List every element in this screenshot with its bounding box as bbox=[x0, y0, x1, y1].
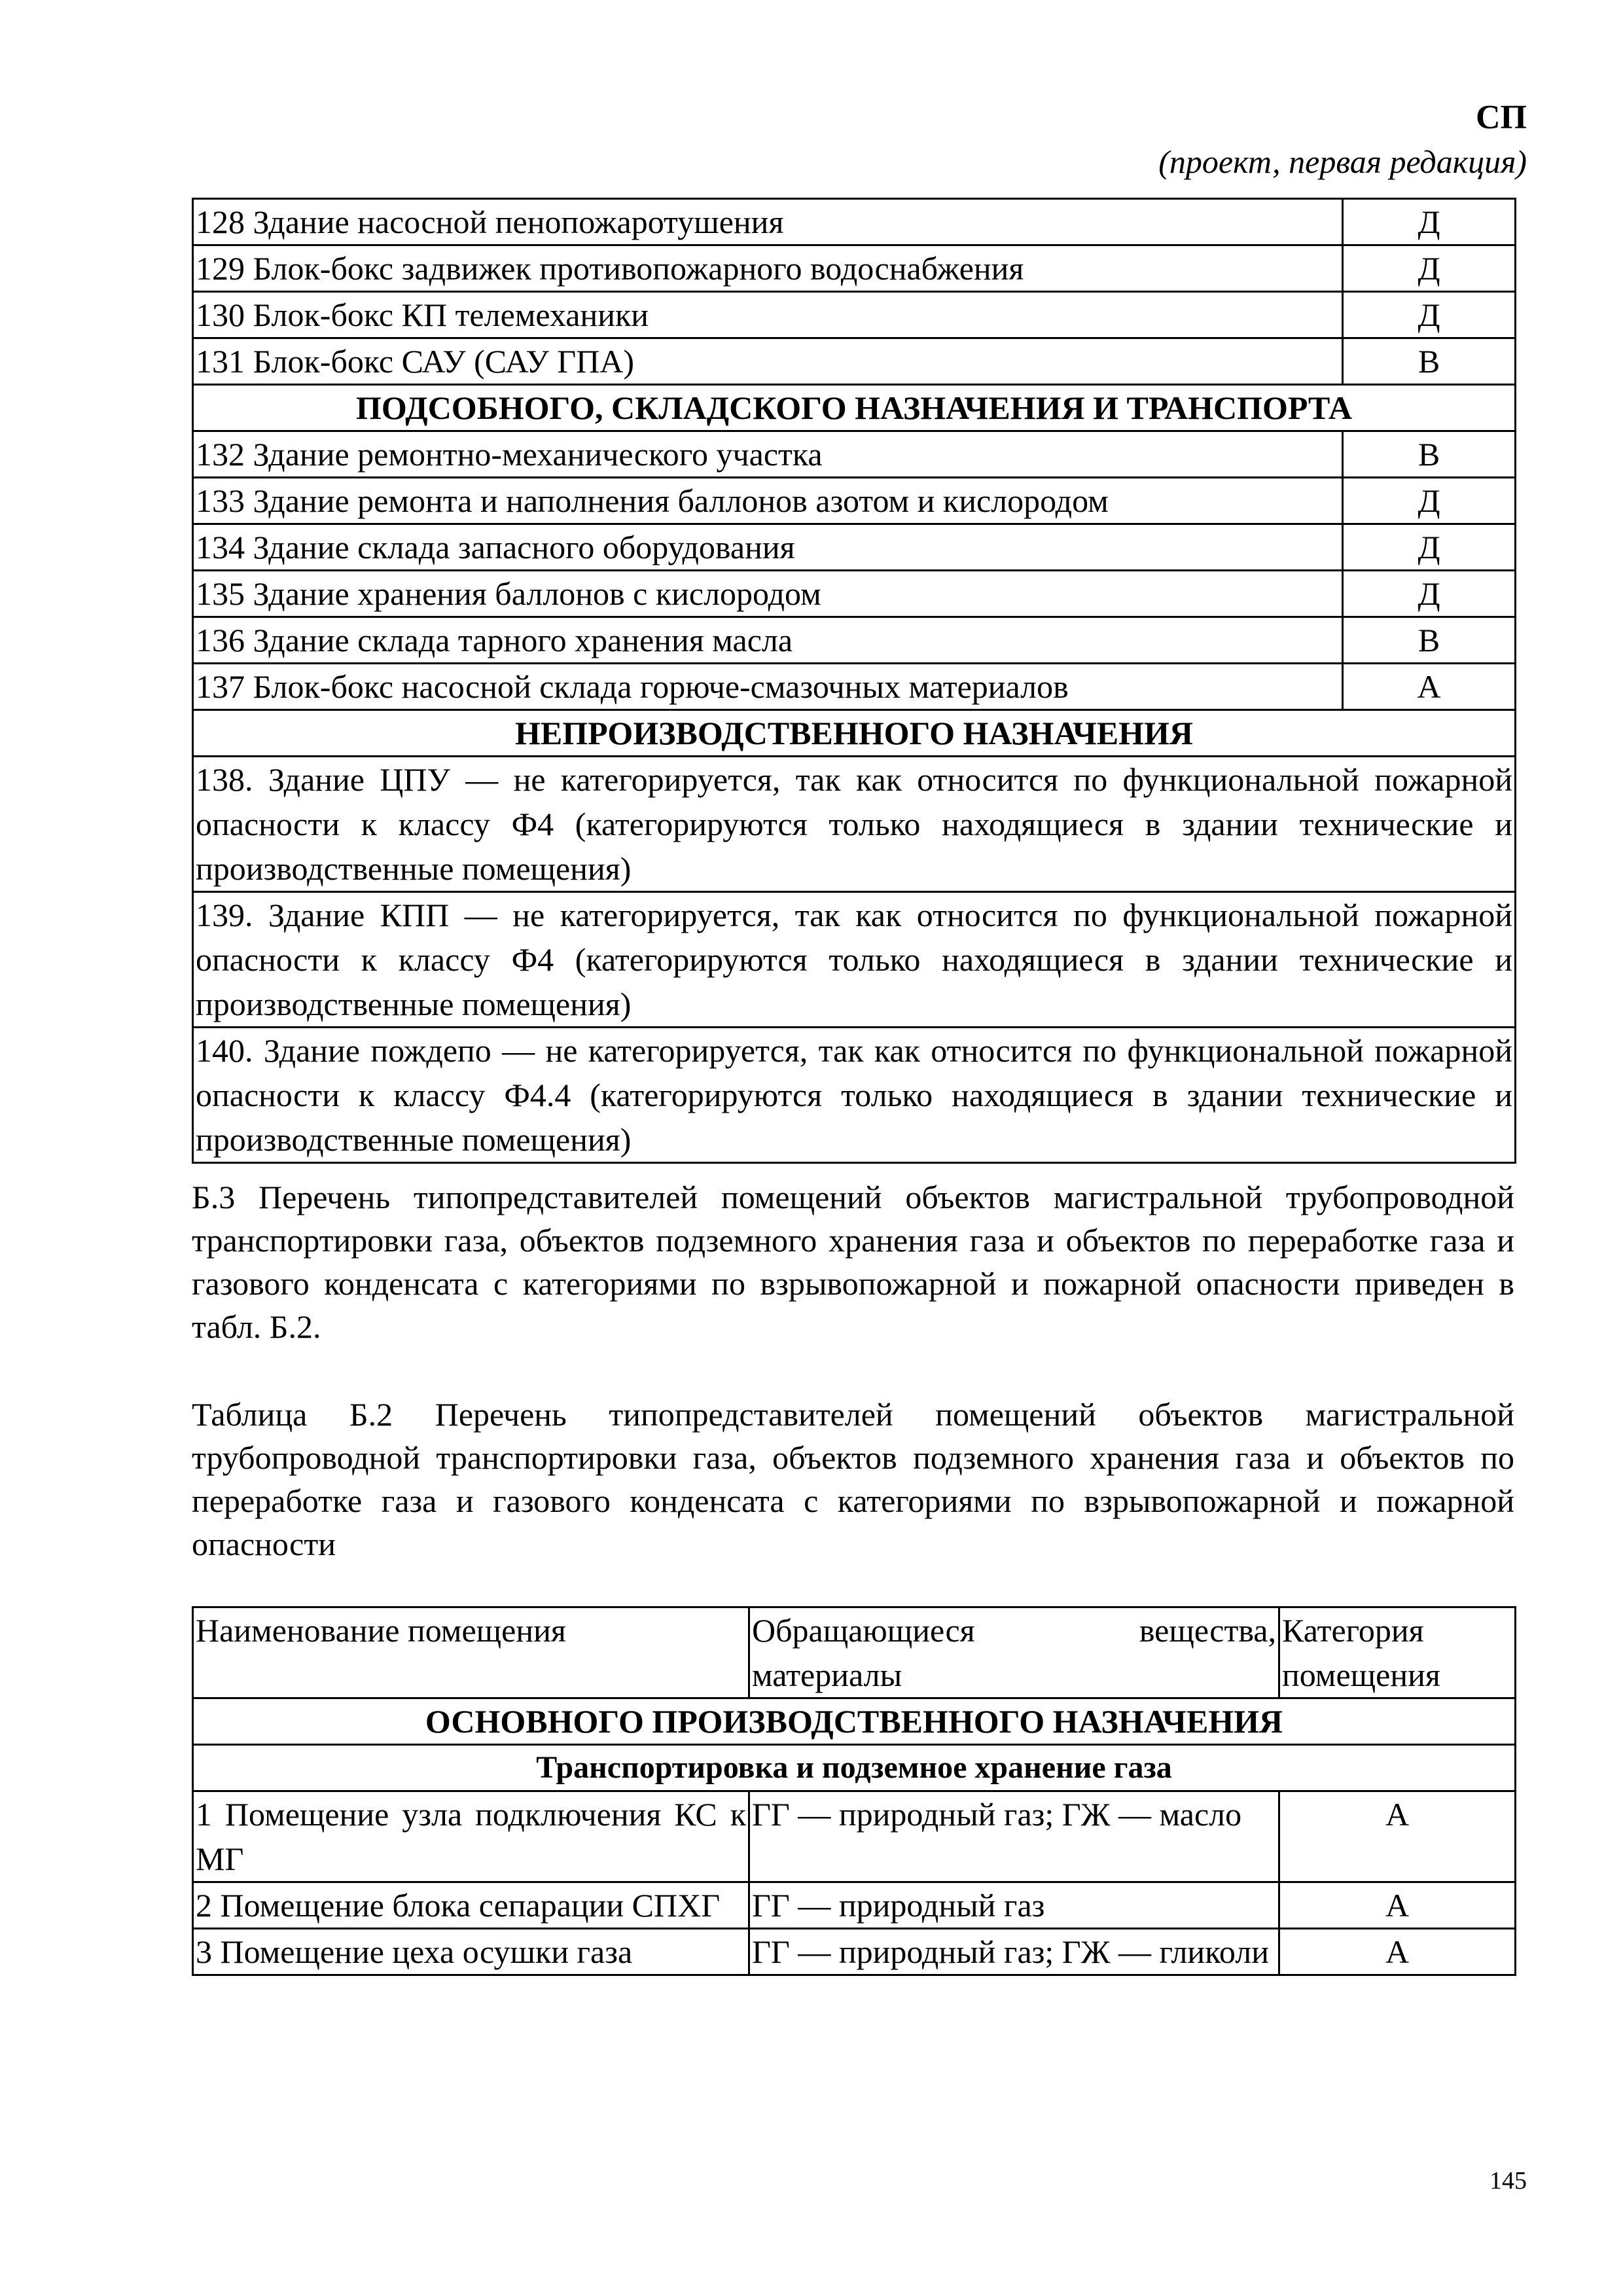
room-name-cell: 133 Здание ремонта и наполнения баллонов азотом и кислородом bbox=[193, 478, 1343, 524]
note-cell: 140. Здание пождепо — не категорируется, так как относится по функциональной пожарной опасности к классу Ф4.4 (категорируются только находящиеся в здании технические и производственные помещения) bbox=[193, 1028, 1516, 1163]
room-name-cell: 129 Блок-бокс задвижек противопожарного водоснабжения bbox=[193, 245, 1343, 292]
table-row bbox=[193, 1791, 1516, 1882]
category-cell: В bbox=[1343, 431, 1516, 478]
table-row bbox=[193, 617, 1516, 664]
category-cell: А bbox=[1279, 1882, 1516, 1929]
note-row bbox=[193, 892, 1516, 1028]
category-cell: Д bbox=[1343, 524, 1516, 571]
header-category: Категория помещения bbox=[1279, 1607, 1516, 1698]
header-substances: Обращающиеся вещества, материалы bbox=[749, 1607, 1279, 1698]
room-name-cell: 130 Блок-бокс КП телемеханики bbox=[193, 292, 1343, 338]
room-name-cell: 132 Здание ремонтно-механического участка bbox=[193, 431, 1343, 478]
category-cell: А bbox=[1343, 664, 1516, 710]
subsection-heading: Транспортировка и подземное хранение газа bbox=[193, 1745, 1516, 1791]
category-table-continued bbox=[192, 198, 1516, 1164]
table-b2 bbox=[192, 1606, 1516, 1976]
section-row bbox=[193, 385, 1516, 431]
paragraph-b3: Б.3 Перечень типопредставителей помещений объектов магистральной трубопроводной транспортировки газа, объектов подземного хранения газа и объектов по переработке газа и газового конденсата с категориями по взрывопожарной и пожарной опасности приведен в табл. Б.2. bbox=[192, 1179, 1514, 1345]
table-row bbox=[193, 245, 1516, 292]
table-row bbox=[193, 338, 1516, 385]
header-code: СП bbox=[1476, 99, 1527, 136]
table-row bbox=[193, 524, 1516, 571]
table-row bbox=[193, 664, 1516, 710]
note-cell: 138. Здание ЦПУ — не категорируется, так как относится по функциональной пожарной опасности к классу Ф4 (категорируются только находящиеся в здании технические и производственные помещения) bbox=[193, 757, 1516, 892]
category-cell: Д bbox=[1343, 245, 1516, 292]
table-row bbox=[193, 1929, 1516, 1975]
header-subtitle: (проект, первая редакция) bbox=[1158, 143, 1527, 180]
table-row bbox=[193, 1882, 1516, 1929]
room-name-cell: 137 Блок-бокс насосной склада горюче-смазочных материалов bbox=[193, 664, 1343, 710]
room-name-cell: 135 Здание хранения баллонов с кислородом bbox=[193, 571, 1343, 617]
table-row bbox=[193, 292, 1516, 338]
page-number: 145 bbox=[1489, 2167, 1527, 2195]
table-header-row bbox=[193, 1607, 1516, 1698]
room-name-cell: 1 Помещение узла подключения КС к МГ bbox=[193, 1791, 749, 1882]
category-cell: Д bbox=[1343, 571, 1516, 617]
room-name-cell: 131 Блок-бокс САУ (САУ ГПА) bbox=[193, 338, 1343, 385]
note-cell: 139. Здание КПП — не категорируется, так как относится по функциональной пожарной опасности к классу Ф4 (категорируются только находящиеся в здании технические и производственные помещения) bbox=[193, 892, 1516, 1028]
table-row bbox=[193, 431, 1516, 478]
table-row bbox=[193, 571, 1516, 617]
substances-cell: ГГ — природный газ; ГЖ — масло bbox=[749, 1791, 1279, 1882]
room-name-cell: 128 Здание насосной пенопожаротушения bbox=[193, 199, 1343, 245]
substances-cell: ГГ — природный газ; ГЖ — гликоли bbox=[749, 1929, 1279, 1975]
room-name-cell: 134 Здание склада запасного оборудования bbox=[193, 524, 1343, 571]
note-row bbox=[193, 1028, 1516, 1163]
section-heading: ПОДСОБНОГО, СКЛАДСКОГО НАЗНАЧЕНИЯ И ТРАНСПОРТА bbox=[193, 385, 1516, 431]
category-cell: В bbox=[1343, 617, 1516, 664]
subsection-row bbox=[193, 1745, 1516, 1791]
category-cell: В bbox=[1343, 338, 1516, 385]
substances-cell: ГГ — природный газ bbox=[749, 1882, 1279, 1929]
header-room-name: Наименование помещения bbox=[193, 1607, 749, 1698]
section-row bbox=[193, 710, 1516, 757]
category-cell: Д bbox=[1343, 199, 1516, 245]
section-heading: НЕПРОИЗВОДСТВЕННОГО НАЗНАЧЕНИЯ bbox=[193, 710, 1516, 757]
table-row bbox=[193, 478, 1516, 524]
table-b2-caption: Таблица Б.2 Перечень типопредставителей помещений объектов магистральной трубопроводной транспортировки газа, объектов подземного хранения газа и объектов по переработке газа и газового конденсата с категориями по взрывопожарной и пожарной опасности bbox=[192, 1396, 1514, 1562]
category-cell: А bbox=[1279, 1791, 1516, 1882]
room-name-cell: 2 Помещение блока сепарации СПХГ bbox=[193, 1882, 749, 1929]
room-name-cell: 3 Помещение цеха осушки газа bbox=[193, 1929, 749, 1975]
category-cell: Д bbox=[1343, 478, 1516, 524]
section-heading: ОСНОВНОГО ПРОИЗВОДСТВЕННОГО НАЗНАЧЕНИЯ bbox=[193, 1698, 1516, 1745]
section-row bbox=[193, 1698, 1516, 1745]
table-row bbox=[193, 199, 1516, 245]
category-cell: А bbox=[1279, 1929, 1516, 1975]
note-row bbox=[193, 757, 1516, 892]
room-name-cell: 136 Здание склада тарного хранения масла bbox=[193, 617, 1343, 664]
category-cell: Д bbox=[1343, 292, 1516, 338]
